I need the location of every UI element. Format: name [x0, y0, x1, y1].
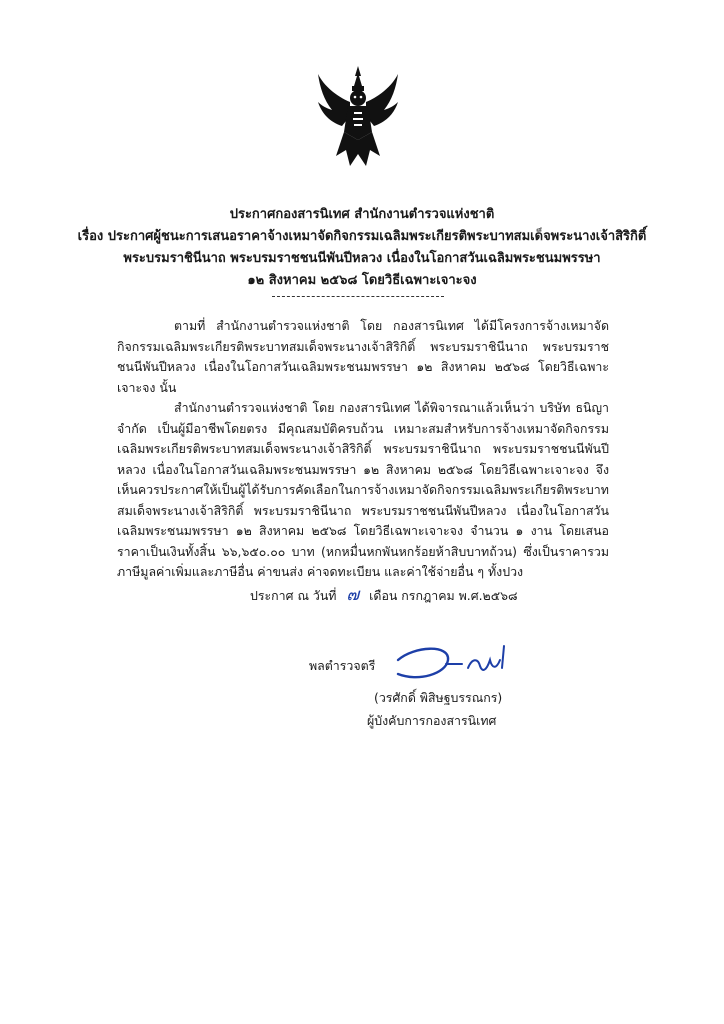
title-line-1: ประกาศกองสารนิเทศ สำนักงานตำรวจแห่งชาติ: [229, 207, 495, 222]
signatory-position: ผู้บังคับการกองสารนิเทศ: [367, 713, 497, 728]
paragraph-1-text: ตามที่ สำนักงานตำรวจแห่งชาติ โดย กองสารนิเทศ ได้มีโครงการจ้างเหมาจัดกิจกรรมเฉลิมพระเกียรติพระบาทสมเด็จพระนางเจ้าสิริกิติ์ พระบรมราชินีนาถ พระบรมราชชนนีพันปีหลวง เนื่องในโอกาสวันเฉลิมพระชนมพรรษา ๑๒ สิงหาคม ๒๕๖๘ โดยวิธีเฉพาะเจาะจง นั้น: [117, 318, 609, 395]
title-line-2: เรื่อง ประกาศผู้ชนะการเสนอราคาจ้างเหมาจัดกิจกรรมเฉลิมพระเกียรติพระบาทสมเด็จพระนางเจ้าสิริกิติ์: [77, 229, 647, 244]
signatory-rank: พลตำรวจตรี: [309, 658, 376, 673]
body-paragraph-2: [117, 398, 609, 583]
body-paragraph-1: [117, 316, 609, 398]
announcement-prefix: ประกาศ ณ วันที่: [250, 588, 337, 603]
announcement-day: ๗: [346, 585, 360, 605]
title-divider: [272, 296, 444, 297]
document-title: [60, 204, 664, 292]
signatory-name: (วรศักดิ์ พิสิษฐบรรณกร): [374, 690, 503, 705]
announcement-month-year: เดือน กรกฎาคม พ.ศ.๒๕๖๘: [369, 588, 518, 603]
garuda-emblem-icon: [316, 66, 400, 170]
handwritten-signature: [384, 638, 524, 688]
title-line-3: พระบรมราชินีนาถ พระบรมราชชนนีพันปีหลวง เนื่องในโอกาสวันเฉลิมพระชนมพรรษา: [123, 251, 601, 266]
announcement-date: [250, 581, 518, 608]
title-line-4: ๑๒ สิงหาคม ๒๕๖๘ โดยวิธีเฉพาะเจาะจง: [247, 273, 477, 288]
paragraph-2-text: สำนักงานตำรวจแห่งชาติ โดย กองสารนิเทศ ได้พิจารณาแล้วเห็นว่า บริษัท ธนิญา จำกัด เป็นผู้มีอาชีพโดยตรง มีคุณสมบัติครบถ้วน เหมาะสมสำหรับการจ้างเหมาจัดกิจกรรมเฉลิมพระเกียรติพระบาทสมเด็จพระนางเจ้าสิริกิติ์ พระบรมราชินีนาถ พระบรมราชชนนีพันปีหลวง เนื่องในโอกาสวันเฉลิมพระชนมพรรษา ๑๒ สิงหาคม ๒๕๖๘ โดยวิธีเฉพาะเจาะจง จึงเห็นควรประกาศให้เป็นผู้ได้รับการคัดเลือกในการจ้างเหมาจัดกิจกรรมเฉลิมพระเกียรติพระบาทสมเด็จพระนางเจ้าสิริกิติ์ พระบรมราชินีนาถ พระบรมราชชนนีพันปีหลวง เนื่องในโอกาสวันเฉลิมพระชนมพรรษา ๑๒ สิงหาคม ๒๕๖๘ โดยวิธีเฉพาะเจาะจง จำนวน ๑ งาน โดยเสนอราคาเป็นเงินทั้งสิ้น ๖๖,๖๕๐.๐๐ บาท (หกหมื่นหกพันหกร้อยห้าสิบบาทถ้วน) ซึ่งเป็นราคารวมภาษีมูลค่าเพิ่มและภาษีอื่น ค่าขนส่ง ค่าจดทะเบียน และค่าใช้จ่ายอื่น ๆ ทั้งปวง: [117, 400, 609, 579]
